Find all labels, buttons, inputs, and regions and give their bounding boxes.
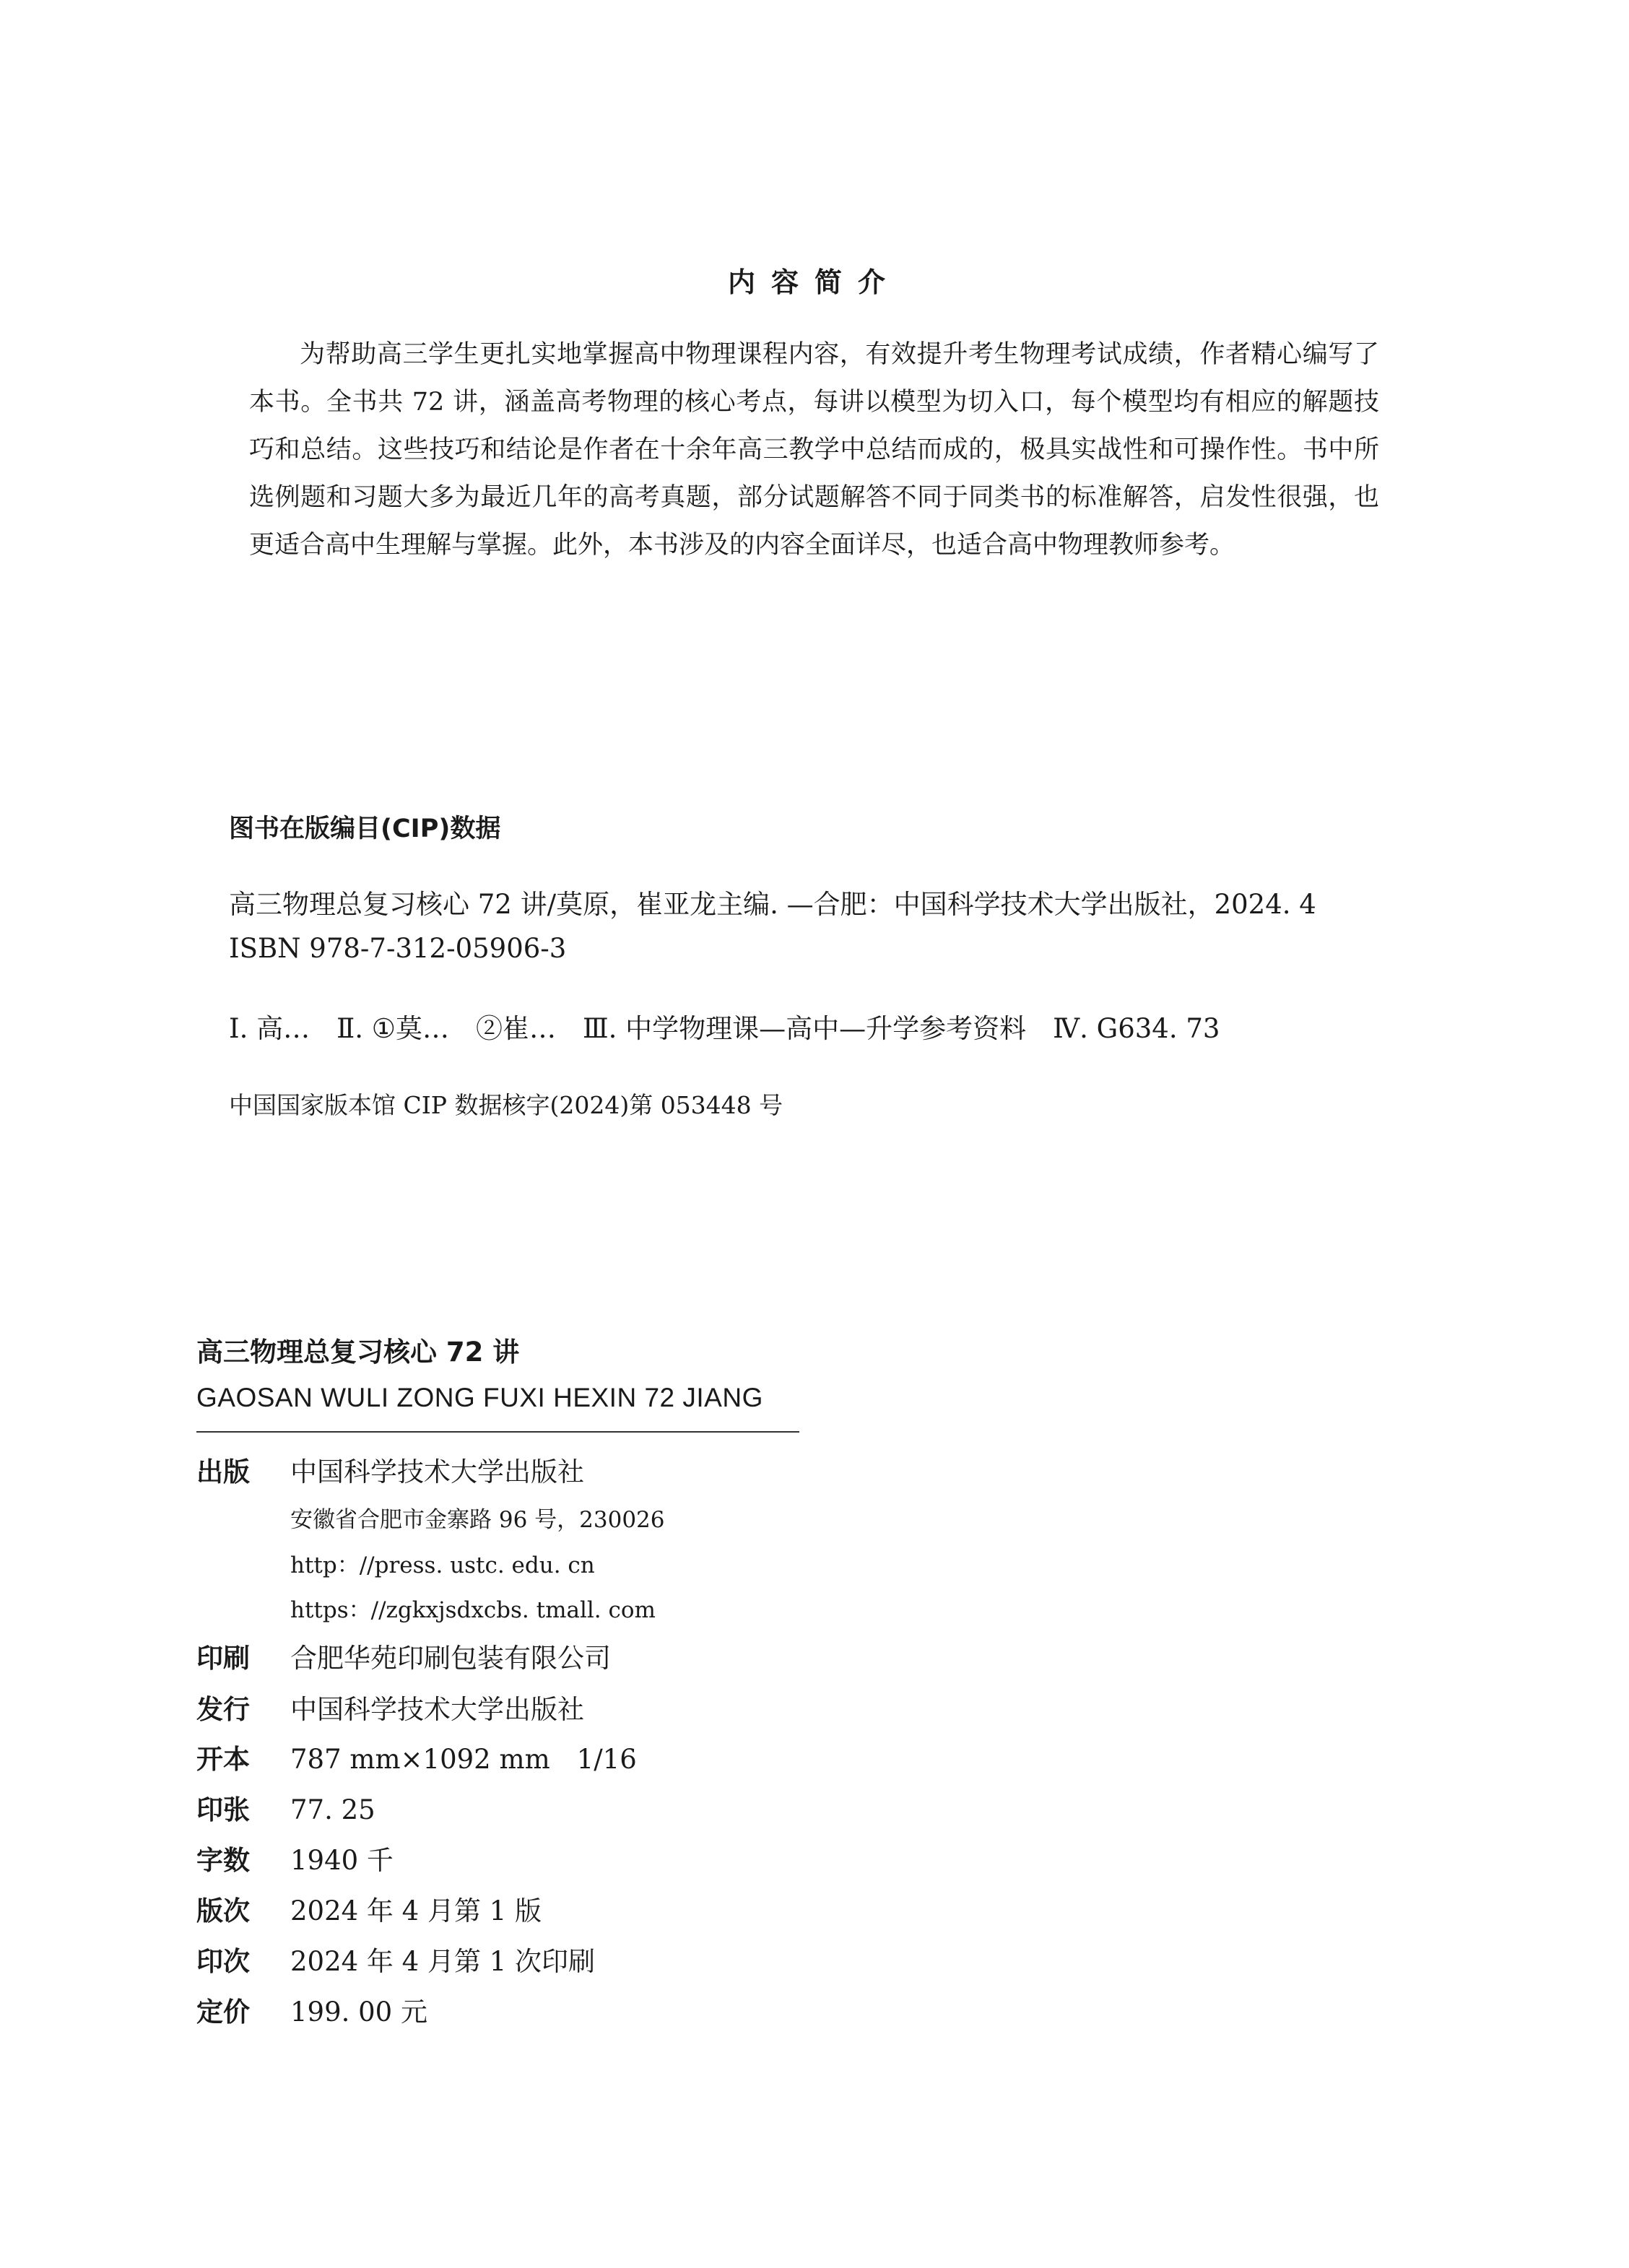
book-title-pinyin: GAOSAN WULI ZONG FUXI HEXIN 72 JIANG [196, 1383, 763, 1412]
publisher-label: 出版 [196, 1456, 250, 1487]
cip-record-number: 中国国家版本馆 CIP 数据核字(2024)第 053448 号 [229, 1091, 783, 1119]
distributor-value: 中国科学技术大学出版社 [290, 1694, 584, 1725]
publisher-row [196, 1450, 584, 1489]
book-title-chinese: 高三物理总复习核心 72 讲 [196, 1337, 520, 1368]
word-count-row [196, 1838, 394, 1877]
distributor-row [196, 1687, 584, 1726]
printer-row [196, 1636, 611, 1675]
sheets-value: 77. 25 [290, 1794, 375, 1825]
cip-classification: Ⅰ. 高… Ⅱ. ①莫… ②崔… Ⅲ. 中学物理课—高中—升学参考资料 Ⅳ. G634. 73 [229, 1013, 1220, 1044]
printing-label: 印次 [196, 1946, 250, 1977]
price-row [196, 1990, 427, 2029]
cip-heading: 图书在版编目(CIP)数据 [229, 814, 501, 843]
edition-row [196, 1889, 542, 1928]
sheets-row [196, 1788, 375, 1827]
format-label: 开本 [196, 1744, 250, 1775]
format-value: 787 mm×1092 mm 1/16 [290, 1744, 637, 1775]
format-row [196, 1737, 637, 1776]
price-value: 199. 00 元 [290, 1997, 427, 2028]
printing-value: 2024 年 4 月第 1 次印刷 [290, 1946, 596, 1977]
publisher-name: 中国科学技术大学出版社 [290, 1456, 584, 1487]
publisher-shop: https：//zgkxjsdxcbs. tmall. com [290, 1597, 656, 1623]
distributor-label: 发行 [196, 1694, 250, 1725]
printer-value: 合肥华苑印刷包装有限公司 [290, 1643, 611, 1674]
word-count-value: 1940 千 [290, 1845, 394, 1876]
printing-row [196, 1939, 595, 1978]
colophon-divider [196, 1431, 799, 1433]
summary-body: 为帮助高三学生更扎实地掌握高中物理课程内容，有效提升考生物理考试成绩，作者精心编写了本书。全书共 72 讲，涵盖高考物理的核心考点，每讲以模型为切入口，每个模型均有相应的解题技巧和总结。这些技巧和结论是作者在十余年高三教学中总结而成的，极具实战性和可操作性。书中所选例题和习题大多为最近几年的高考真题，部分试题解答不同于同类书的标准解答，启发性很强，也更适合高中生理解与掌握。此外，本书涉及的内容全面详尽，也适合高中物理教师参考。 [249, 340, 1379, 560]
cip-isbn: ISBN 978-7-312-05906-3 [229, 933, 567, 964]
printer-label: 印刷 [196, 1643, 250, 1674]
publisher-address: 安徽省合肥市金寨路 96 号，230026 [290, 1507, 665, 1533]
price-label: 定价 [196, 1997, 250, 2028]
edition-value: 2024 年 4 月第 1 版 [290, 1895, 542, 1926]
publisher-website: http：//press. ustc. edu. cn [290, 1552, 595, 1578]
cip-entry: 高三物理总复习核心 72 讲/莫原，崔亚龙主编. —合肥：中国科学技术大学出版社，2024. 4 [229, 889, 1316, 920]
summary-title: 内容简介 [727, 266, 901, 298]
edition-label: 版次 [196, 1895, 250, 1926]
word-count-label: 字数 [196, 1845, 250, 1876]
sheets-label: 印张 [196, 1794, 250, 1825]
